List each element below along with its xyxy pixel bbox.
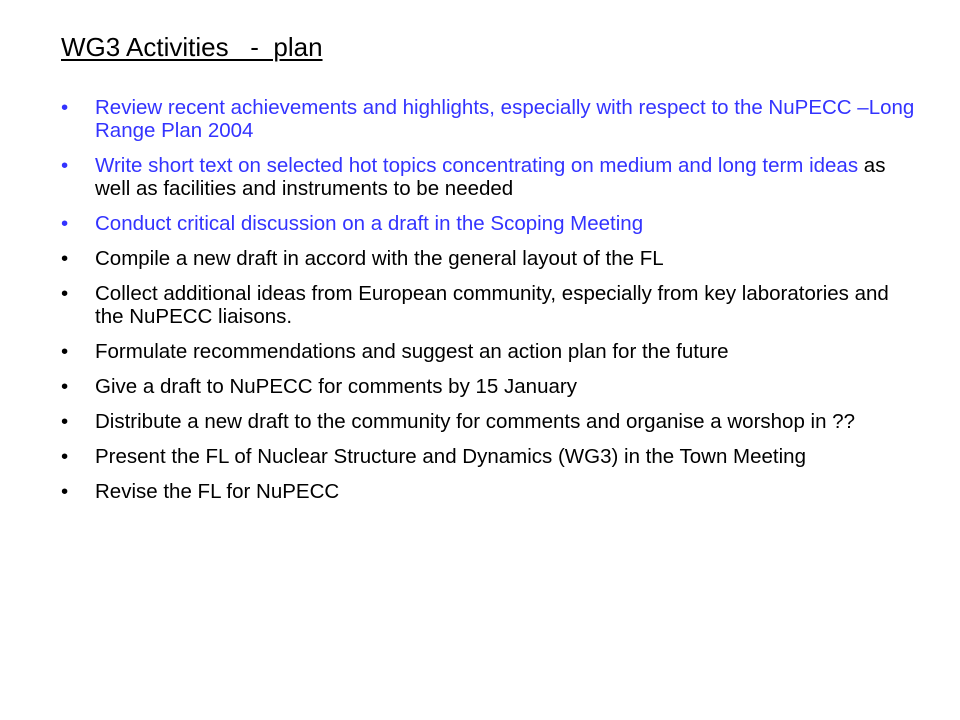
bullet-item bbox=[61, 96, 921, 142]
bullet-text: Revise the FL for NuPECC bbox=[95, 480, 340, 503]
bullet-item bbox=[61, 375, 921, 398]
bullet-text: Give a draft to NuPECC for comments by 15 January bbox=[95, 375, 577, 398]
bullet-icon: • bbox=[61, 212, 69, 235]
bullet-text: Formulate recommendations and suggest an action plan for the future bbox=[95, 340, 729, 363]
bullet-icon: • bbox=[61, 445, 69, 468]
bullet-icon: • bbox=[61, 340, 69, 363]
bullet-item bbox=[61, 340, 921, 363]
bullet-text: Conduct critical discussion on a draft in the Scoping Meeting bbox=[95, 212, 644, 235]
bullet-icon: • bbox=[61, 410, 69, 433]
bullet-item bbox=[61, 212, 921, 235]
slide-title: WG3 Activities - plan bbox=[61, 32, 323, 62]
bullet-text: Compile a new draft in accord with the general layout of the FL bbox=[95, 247, 664, 270]
bullet-text: Distribute a new draft to the community for comments and organise a worshop in ?? bbox=[95, 410, 856, 433]
bullet-item bbox=[61, 282, 921, 328]
bullet-icon: • bbox=[61, 154, 69, 177]
bullet-item bbox=[61, 410, 921, 433]
bullet-item bbox=[61, 154, 921, 200]
bullet-icon: • bbox=[61, 375, 69, 398]
bullet-text: as well as facilities and instruments to be needed bbox=[95, 154, 886, 200]
bullet-icon: • bbox=[61, 480, 69, 503]
bullet-icon: • bbox=[61, 282, 69, 305]
bullet-text: Write short text on selected hot topics concentrating on medium and long term ideas bbox=[95, 154, 859, 177]
bullet-text: Review recent achievements and highlights, especially with respect to the NuPECC –Long Range Plan 2004 bbox=[95, 96, 915, 142]
bullet-item bbox=[61, 445, 921, 468]
bullet-text: Present the FL of Nuclear Structure and Dynamics (WG3) in the Town Meeting bbox=[95, 445, 806, 468]
bullet-list bbox=[61, 96, 921, 515]
bullet-item bbox=[61, 247, 921, 270]
bullet-item bbox=[61, 480, 921, 503]
bullet-text: Collect additional ideas from European community, especially from key laboratories and the NuPECC liaisons. bbox=[95, 282, 889, 328]
bullet-icon: • bbox=[61, 96, 69, 119]
bullet-icon: • bbox=[61, 247, 69, 270]
